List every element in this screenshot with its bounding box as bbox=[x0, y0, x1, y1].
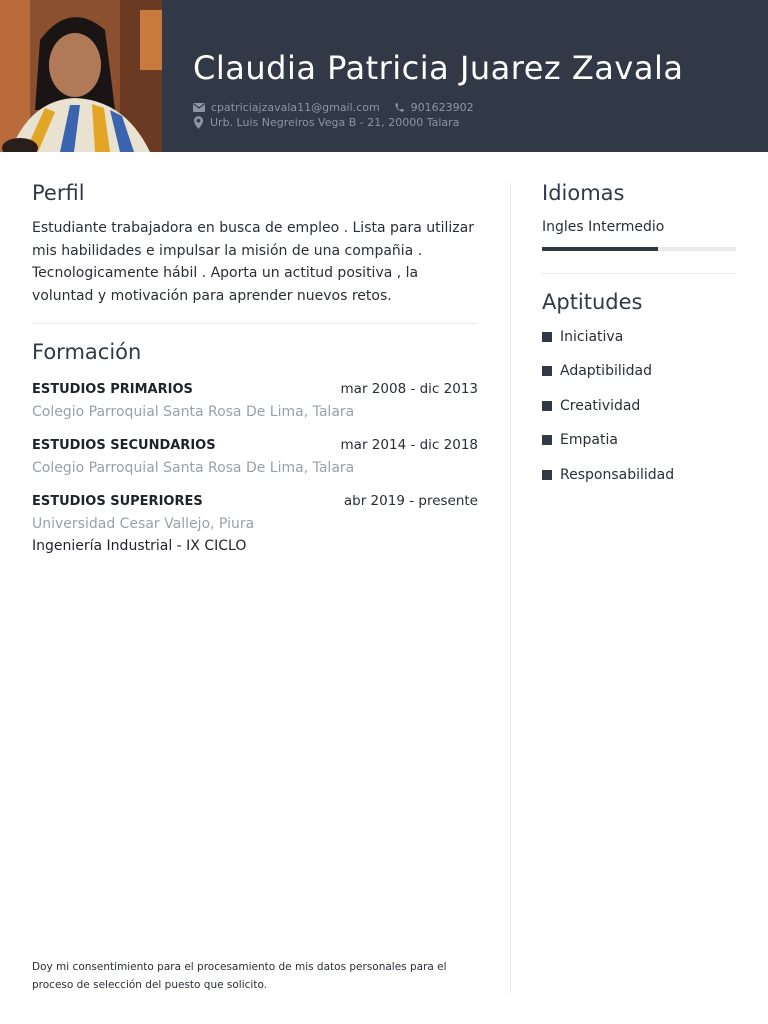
email-item[interactable] bbox=[193, 100, 380, 115]
main-column bbox=[32, 180, 478, 570]
square-bullet-icon bbox=[542, 470, 552, 480]
education-degree: ESTUDIOS SECUNDARIOS bbox=[32, 438, 216, 453]
skills-list bbox=[542, 328, 736, 484]
education-description: Ingeniería Industrial - IX CICLO bbox=[32, 538, 247, 554]
skills-title: Aptitudes bbox=[542, 290, 643, 314]
address-item bbox=[193, 115, 459, 130]
skills-section bbox=[542, 289, 736, 484]
language-level-fill bbox=[542, 247, 658, 251]
languages-section bbox=[542, 180, 736, 251]
skill-label: Empatia bbox=[560, 432, 618, 449]
profile-text: Estudiante trabajadora en busca de empleo . Lista para utilizar mis habilidades e impulsar la misión de una compañia . Tecnologicamente hábil . Aporta un actitud positiva , la voluntad y motivación para aprender nuevos retos. bbox=[32, 220, 474, 304]
square-bullet-icon bbox=[542, 435, 552, 445]
section-divider bbox=[32, 323, 478, 324]
skill-item bbox=[542, 431, 736, 449]
skill-label: Responsabilidad bbox=[560, 466, 675, 483]
mail-icon bbox=[193, 103, 205, 112]
education-degree: ESTUDIOS PRIMARIOS bbox=[32, 382, 193, 397]
skill-item bbox=[542, 362, 736, 380]
education-institution: Universidad Cesar Vallejo, Piura bbox=[32, 516, 255, 532]
skill-item bbox=[542, 466, 736, 484]
section-divider bbox=[542, 273, 736, 274]
profile-section bbox=[32, 180, 478, 307]
email-text: cpatriciajzavala11@gmail.com bbox=[211, 101, 380, 114]
phone-text: 901623902 bbox=[410, 101, 474, 114]
square-bullet-icon bbox=[542, 332, 552, 342]
education-item bbox=[32, 380, 478, 421]
candidate-name: Claudia Patricia Juarez Zavala bbox=[193, 49, 684, 87]
profile-title: Perfil bbox=[32, 181, 85, 205]
address-text: Urb. Luis Negreiros Vega B - 21, 20000 Talara bbox=[210, 116, 460, 129]
languages-title: Idiomas bbox=[542, 181, 625, 205]
address-row bbox=[193, 115, 753, 130]
profile-photo bbox=[0, 0, 162, 152]
skill-label: Adaptibilidad bbox=[560, 363, 652, 380]
education-date: mar 2008 - dic 2013 bbox=[340, 381, 478, 397]
skill-item bbox=[542, 328, 736, 346]
education-item bbox=[32, 436, 478, 477]
location-pin-icon bbox=[193, 116, 204, 129]
education-degree: ESTUDIOS SUPERIORES bbox=[32, 494, 203, 509]
education-date: mar 2014 - dic 2018 bbox=[340, 437, 478, 453]
education-list bbox=[32, 380, 478, 555]
skill-label: Creatividad bbox=[560, 397, 641, 414]
contact-row bbox=[193, 100, 753, 115]
square-bullet-icon bbox=[542, 401, 552, 411]
language-name: Ingles Intermedio bbox=[542, 219, 665, 235]
square-bullet-icon bbox=[542, 366, 552, 376]
skill-item bbox=[542, 397, 736, 415]
phone-icon bbox=[394, 102, 405, 113]
education-institution: Colegio Parroquial Santa Rosa De Lima, Talara bbox=[32, 404, 355, 420]
consent-statement: Doy mi consentimiento para el procesamiento de mis datos personales para el proceso de selección del puesto que solicito. bbox=[32, 961, 447, 991]
education-title: Formación bbox=[32, 340, 142, 364]
profile-photo-image bbox=[0, 0, 162, 152]
header-banner bbox=[0, 0, 768, 152]
side-column bbox=[542, 180, 736, 500]
education-date: abr 2019 - presente bbox=[343, 493, 478, 509]
phone-item[interactable] bbox=[394, 100, 474, 115]
education-institution: Colegio Parroquial Santa Rosa De Lima, Talara bbox=[32, 460, 355, 476]
education-section bbox=[32, 339, 478, 555]
language-level-bar bbox=[542, 247, 736, 251]
skill-label: Iniciativa bbox=[560, 329, 624, 345]
education-item bbox=[32, 492, 478, 555]
column-divider bbox=[510, 182, 511, 994]
